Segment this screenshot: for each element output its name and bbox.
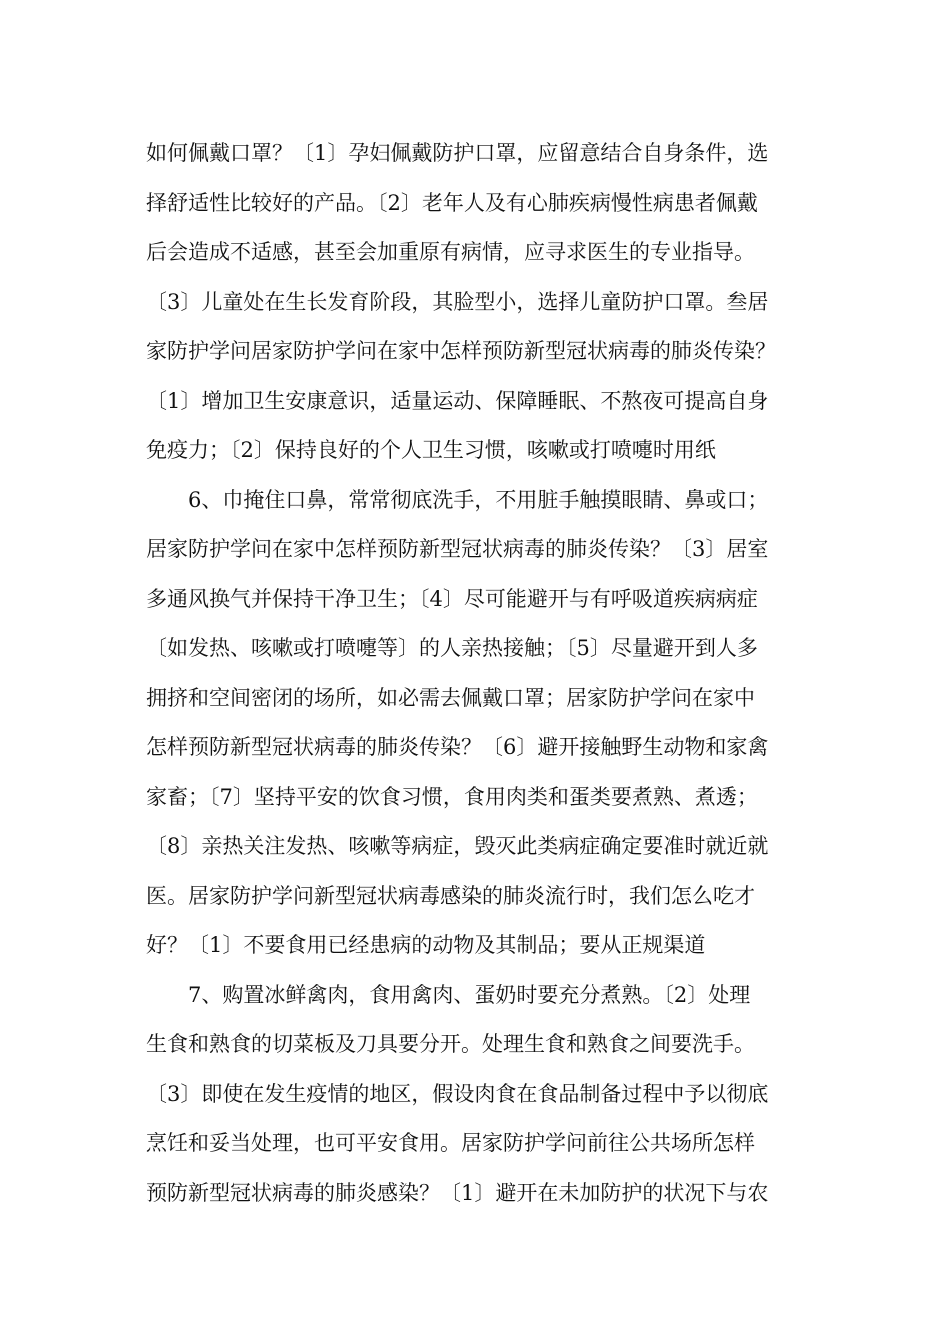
text-line: 家畜；〔7〕坚持平安的饮食习惯，食用肉类和蛋类要煮熟、煮透； bbox=[146, 785, 758, 809]
text-line: 怎样预防新型冠状病毒的肺炎传染？〔6〕避开接触野生动物和家禽 bbox=[146, 735, 769, 759]
text-line: 择舒适性比较好的产品。〔2〕老年人及有心肺疾病慢性病患者佩戴 bbox=[146, 191, 758, 215]
text-line: 居家防护学问在家中怎样预防新型冠状病毒的肺炎传染？〔3〕居室 bbox=[146, 537, 769, 561]
text-line: 家防护学问居家防护学问在家中怎样预防新型冠状病毒的肺炎传染？ bbox=[146, 339, 776, 363]
text-line: 6、巾掩住口鼻，常常彻底洗手，不用脏手触摸眼睛、鼻或口； bbox=[188, 488, 769, 512]
text-line: 〔如发热、咳嗽或打喷嚏等〕的人亲热接触；〔5〕尽量避开到人多 bbox=[146, 636, 758, 660]
text-line: 好？〔1〕不要食用已经患病的动物及其制品；要从正规渠道 bbox=[146, 933, 706, 957]
text-line: 免疫力；〔2〕保持良好的个人卫生习惯，咳嗽或打喷嚏时用纸 bbox=[146, 438, 716, 462]
text-line: 烹饪和妥当处理，也可平安食用。居家防护学问前往公共场所怎样 bbox=[146, 1131, 755, 1155]
text-line: 〔1〕增加卫生安康意识，适量运动、保障睡眠、不熬夜可提高自身 bbox=[146, 389, 769, 413]
text-line: 预防新型冠状病毒的肺炎感染？〔1〕避开在未加防护的状况下与农 bbox=[146, 1181, 769, 1205]
text-line: 多通风换气并保持干净卫生；〔4〕尽可能避开与有呼吸道疾病病症 bbox=[146, 587, 758, 611]
text-line: 〔8〕亲热关注发热、咳嗽等病症，毁灭此类病症确定要准时就近就 bbox=[146, 834, 769, 858]
text-line: 拥挤和空间密闭的场所，如必需去佩戴口罩；居家防护学问在家中 bbox=[146, 686, 755, 710]
text-line: 〔3〕儿童处在生长发育阶段，其脸型小，选择儿童防护口罩。叁居 bbox=[146, 290, 769, 314]
text-line: 〔3〕即使在发生疫情的地区，假设肉食在食品制备过程中予以彻底 bbox=[146, 1082, 769, 1106]
text-line: 医。居家防护学问新型冠状病毒感染的肺炎流行时，我们怎么吃才 bbox=[146, 884, 755, 908]
text-line: 7、购置冰鲜禽肉，食用禽肉、蛋奶时要充分煮熟。〔2〕处理 bbox=[188, 983, 751, 1007]
text-line: 后会造成不适感，甚至会加重原有病情，应寻求医生的专业指导。 bbox=[146, 240, 755, 264]
text-line: 如何佩戴口罩？〔1〕孕妇佩戴防护口罩，应留意结合自身条件，选 bbox=[146, 141, 769, 165]
text-line: 生食和熟食的切菜板及刀具要分开。处理生食和熟食之间要洗手。 bbox=[146, 1032, 755, 1056]
